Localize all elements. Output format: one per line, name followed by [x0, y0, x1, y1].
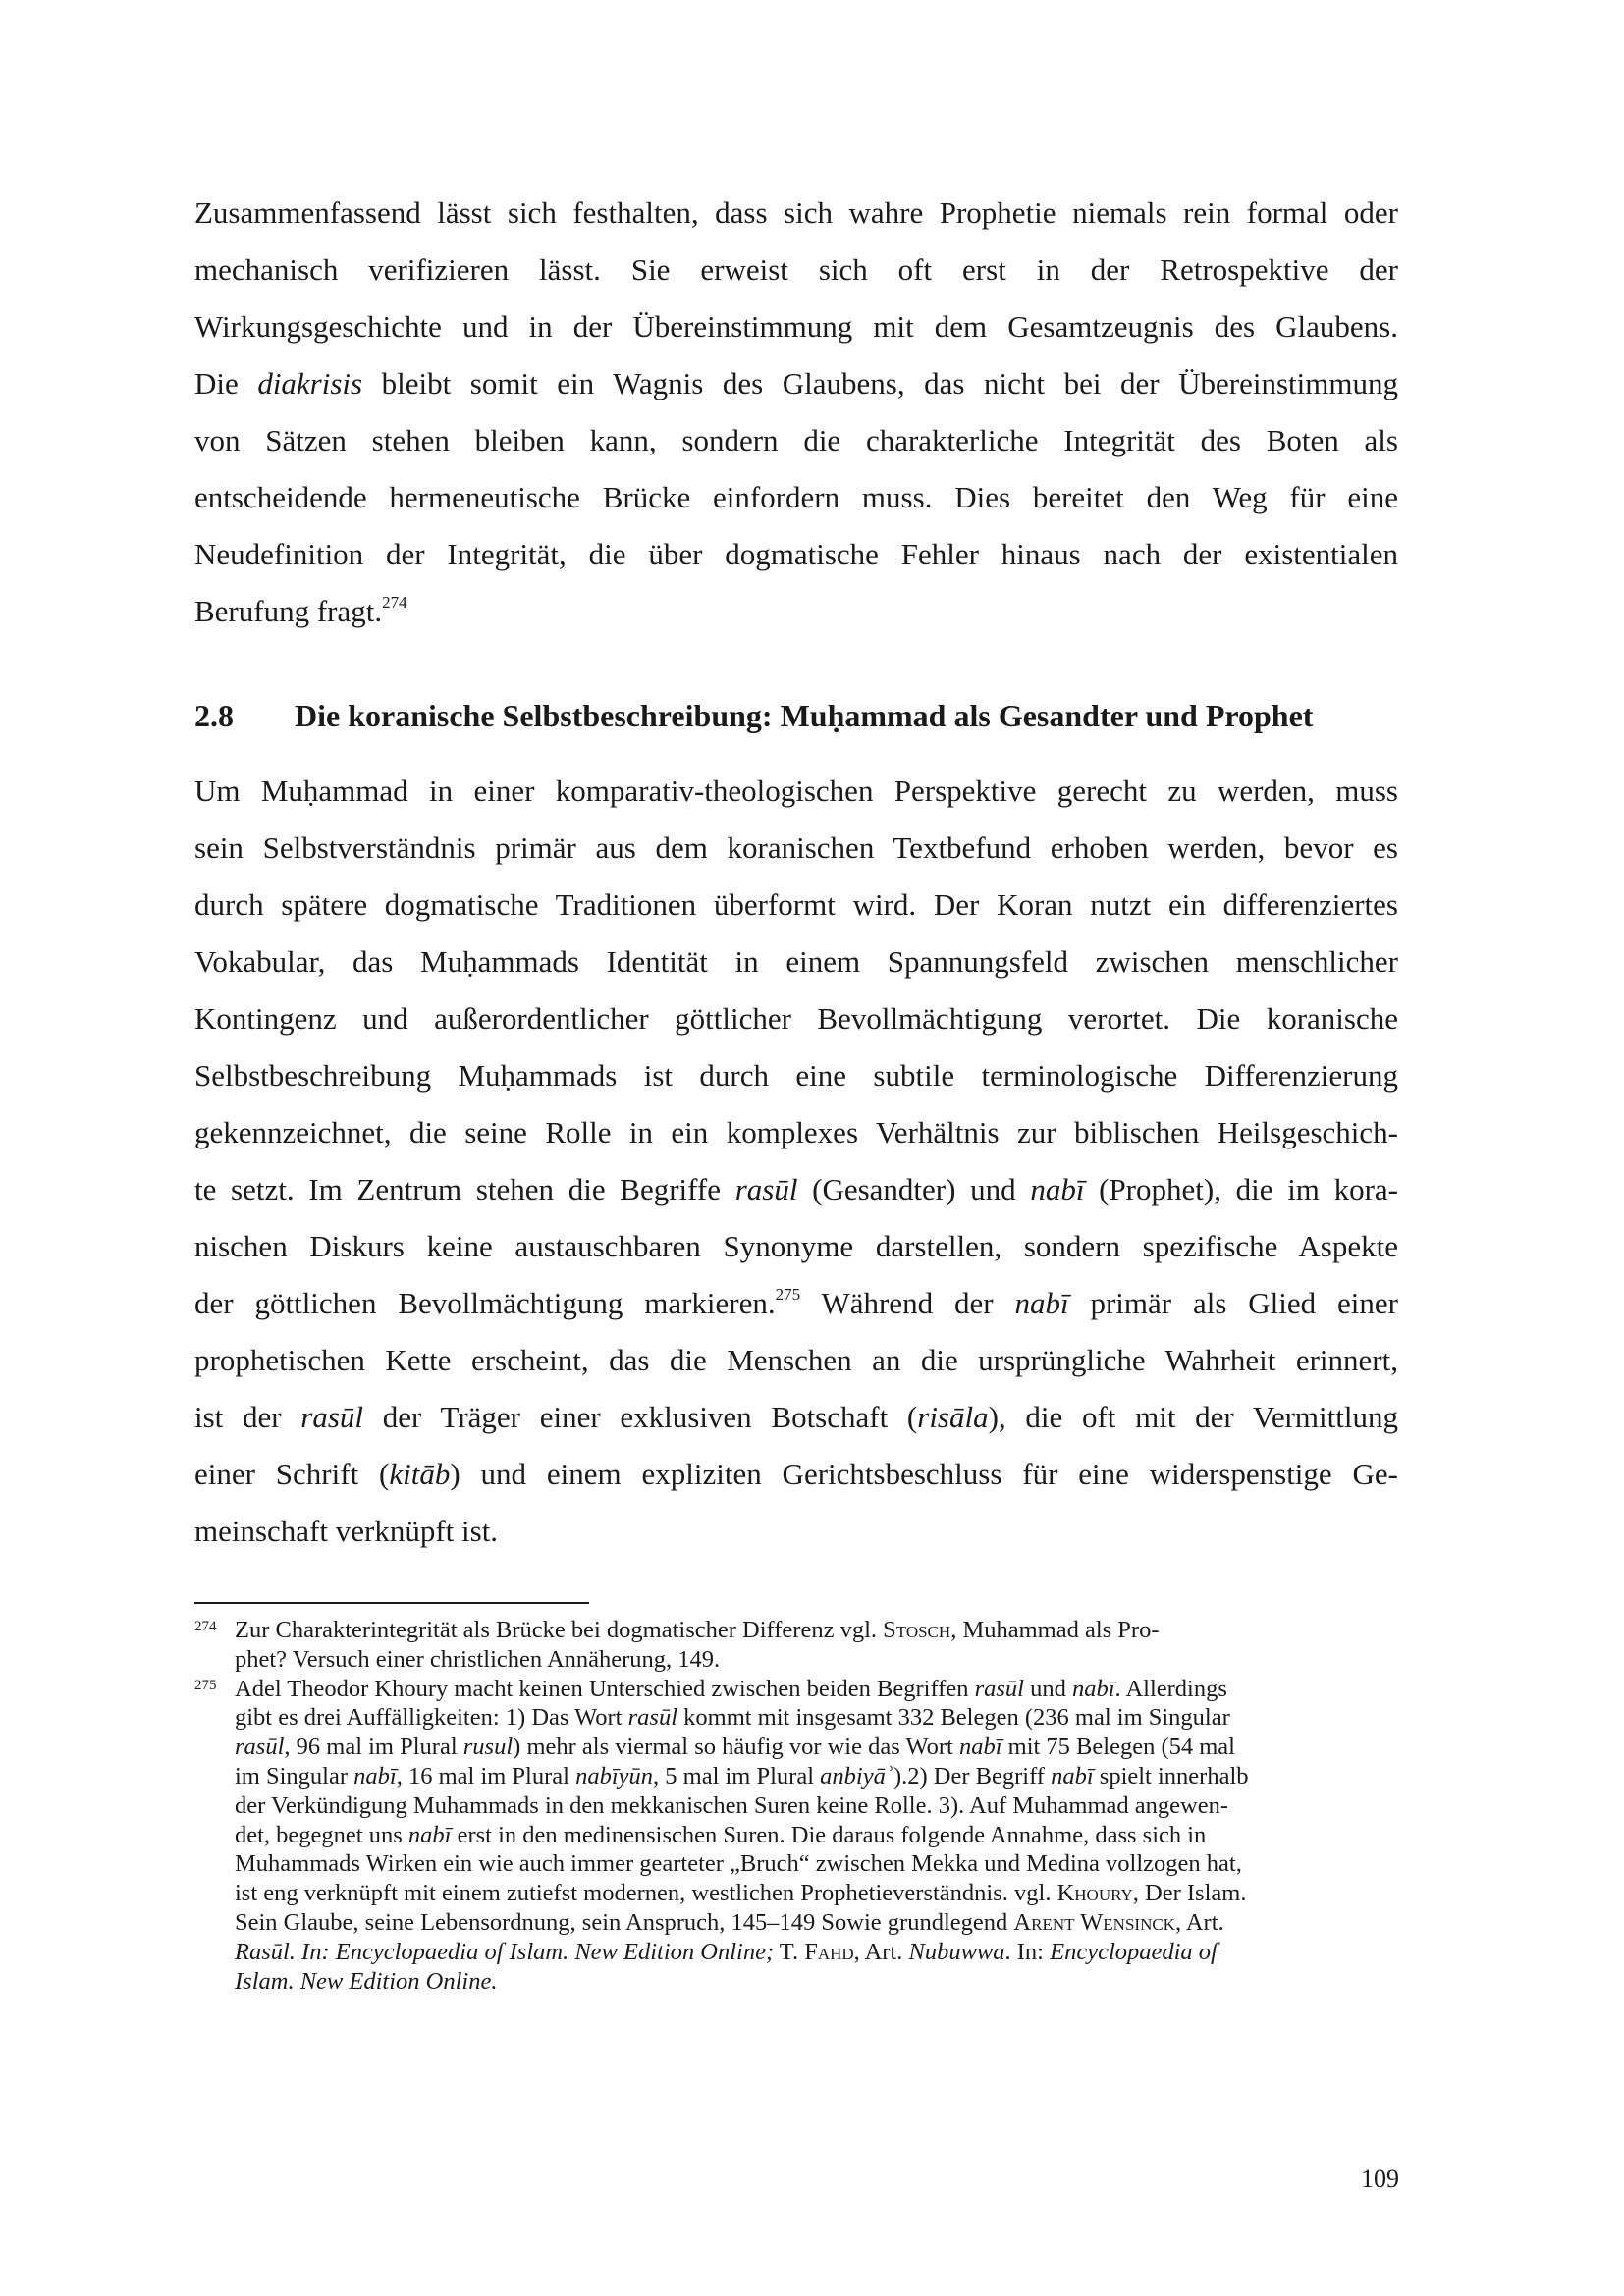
paragraph-quranic-self-description: [194, 763, 1398, 1560]
text-line: sein Selbstverständnis primär aus dem koranischen Textbefund erhoben werden, bevor es: [194, 830, 1398, 865]
text-line: Die diakrisis bleibt somit ein Wagnis des Glaubens, das nicht bei der Übereinstimmung: [194, 366, 1398, 400]
text-line: durch spätere dogmatische Traditionen überformt wird. Der Koran nutzt ein differenziertes: [194, 887, 1398, 922]
text-line: Neudefinition der Integrität, die über dogmatische Fehler hinaus nach der existentialen: [194, 537, 1398, 571]
footnote-line: Zur Charakterintegrität als Brücke bei dogmatischer Differenz vgl. Stosch, Muhammad als Pro-: [235, 1617, 1160, 1643]
term-rasul: rasūl: [734, 1172, 798, 1206]
footnote-reference-275[interactable]: 275: [775, 1285, 801, 1304]
text-line: Vokabular, das Muḥammads Identität in einem Spannungsfeld zwischen menschlicher: [194, 944, 1398, 979]
text-line: einer Schrift (kitāb) und einem expliziten Gerichtsbeschluss für eine widerspenstige Ge-: [194, 1457, 1398, 1491]
footnote-line: Muhammads Wirken ein wie auch immer gearteter „Bruch“ zwischen Mekka und Medina vollzogen hat,: [235, 1850, 1242, 1878]
footnote-line: im Singular nabī, 16 mal im Plural nabīyūn, 5 mal im Plural anbiyāʾ).2) Der Begriff nabī spielt innerhalb: [235, 1762, 1249, 1789]
term-risala: risāla: [917, 1400, 989, 1434]
page-number: 109: [1361, 2164, 1399, 2193]
text-line: Um Muḥammad in einer komparativ-theologischen Perspektive gerecht zu werden, muss: [194, 774, 1398, 808]
text-line: Kontingenz und außerordentlicher göttlicher Bevollmächtigung verortet. Die koranische: [194, 1001, 1398, 1036]
section-number: 2.8: [194, 698, 234, 733]
footnote-line: Adel Theodor Khoury macht keinen Unterschied zwischen beiden Begriffen rasūl und nabī. Allerdings: [235, 1675, 1227, 1702]
footnote-line: ist eng verknüpft mit einem zutiefst modernen, westlichen Prophetieverständnis. vgl. Khoury, Der Islam.: [235, 1880, 1247, 1907]
text-line: mechanisch verifizieren lässt. Sie erweist sich oft erst in der Retrospektive der: [194, 252, 1398, 287]
text-line: te setzt. Im Zentrum stehen die Begriffe rasūl (Gesandter) und nabī (Prophet), die im kora-: [194, 1172, 1399, 1206]
term-rasul: rasūl: [300, 1400, 364, 1434]
footnote-274: [194, 1616, 1398, 1675]
term-nabi: nabī: [1030, 1172, 1085, 1206]
text-line: der göttlichen Bevollmächtigung markieren.$^{275}$ Während der nabī primär als Glied einer: [194, 1285, 1399, 1320]
text-line: von Sätzen stehen bleiben kann, sondern die charakterliche Integrität des Boten als: [194, 423, 1398, 457]
section-heading: [194, 694, 1398, 737]
footnote-line: gibt es drei Auffälligkeiten: 1) Das Wort rasūl kommt mit insgesamt 332 Belegen (236 mal im Singular: [235, 1704, 1230, 1732]
text-line: ist der rasūl der Träger einer exklusiven Botschaft (risāla), die oft mit der Vermittlung: [194, 1400, 1399, 1434]
term-kitab: kitāb: [389, 1457, 451, 1491]
section-title: Die koranische Selbstbeschreibung: Muḥammad als Gesandter und Prophet: [295, 698, 1314, 733]
footnote-line: Sein Glaube, seine Lebensordnung, sein Anspruch, 145–149 Sowie grundlegend Arent Wensinck, Art.: [235, 1908, 1224, 1936]
footnote-line: rasūl, 96 mal im Plural rusul) mehr als viermal so häufig vor wie das Wort nabī mit 75 Belegen (54 mal: [235, 1734, 1235, 1761]
footnote-line: der Verkündigung Muhammads in den mekkanischen Suren keine Rolle. 3). Auf Muhammad angewen-: [235, 1791, 1228, 1819]
text-line: meinschaft verknüpft ist.: [194, 1514, 499, 1548]
text-line: Wirkungsgeschichte und in der Übereinstimmung mit dem Gesamtzeugnis des Glaubens.: [194, 309, 1398, 344]
footnote-line: det, begegnet uns nabī erst in den medinensischen Suren. Die daraus folgende Annahme, dass sich in: [235, 1821, 1207, 1848]
term-nabi: nabī: [1014, 1286, 1069, 1320]
text-line: gekennzeichnet, die seine Rolle in ein komplexes Verhältnis zur biblischen Heilsgeschich-: [194, 1115, 1398, 1149]
footnote-mark: 274: [194, 1619, 217, 1634]
term-diakrisis: diakrisis: [257, 366, 363, 400]
footnote-mark: 275: [194, 1677, 217, 1693]
footnotes: [194, 1616, 1398, 1996]
text-line: Zusammenfassend lässt sich festhalten, dass sich wahre Prophetie niemals rein formal oder: [194, 195, 1398, 230]
footnote-reference-274[interactable]: 274: [382, 593, 407, 612]
paragraph-summary: [194, 185, 1398, 640]
footnote-275: [194, 1675, 1398, 1997]
footnote-line: Islam. New Edition Online.: [235, 1967, 498, 1995]
text-line: nischen Diskurs keine austauschbaren Synonyme darstellen, sondern spezifische Aspekte: [194, 1229, 1398, 1263]
text-line: Berufung fragt.$^{274}$: [194, 593, 407, 628]
text-line: Selbstbeschreibung Muḥammads ist durch eine subtile terminologische Differenzierung: [194, 1058, 1398, 1093]
text-line: entscheidende hermeneutische Brücke einfordern muss. Dies bereitet den Weg für eine: [194, 480, 1398, 514]
footnote-line: phet? Versuch einer christlichen Annäherung, 149.: [235, 1645, 721, 1673]
footnote-separator: [194, 1602, 589, 1604]
footnote-line: Rasūl. In: Encyclopaedia of Islam. New Edition Online; T. Fahd, Art. Nubuwwa. In: Encyclopaedia of: [235, 1938, 1218, 1965]
text-line: prophetischen Kette erscheint, das die Menschen an die ursprüngliche Wahrheit erinnert,: [194, 1343, 1398, 1377]
